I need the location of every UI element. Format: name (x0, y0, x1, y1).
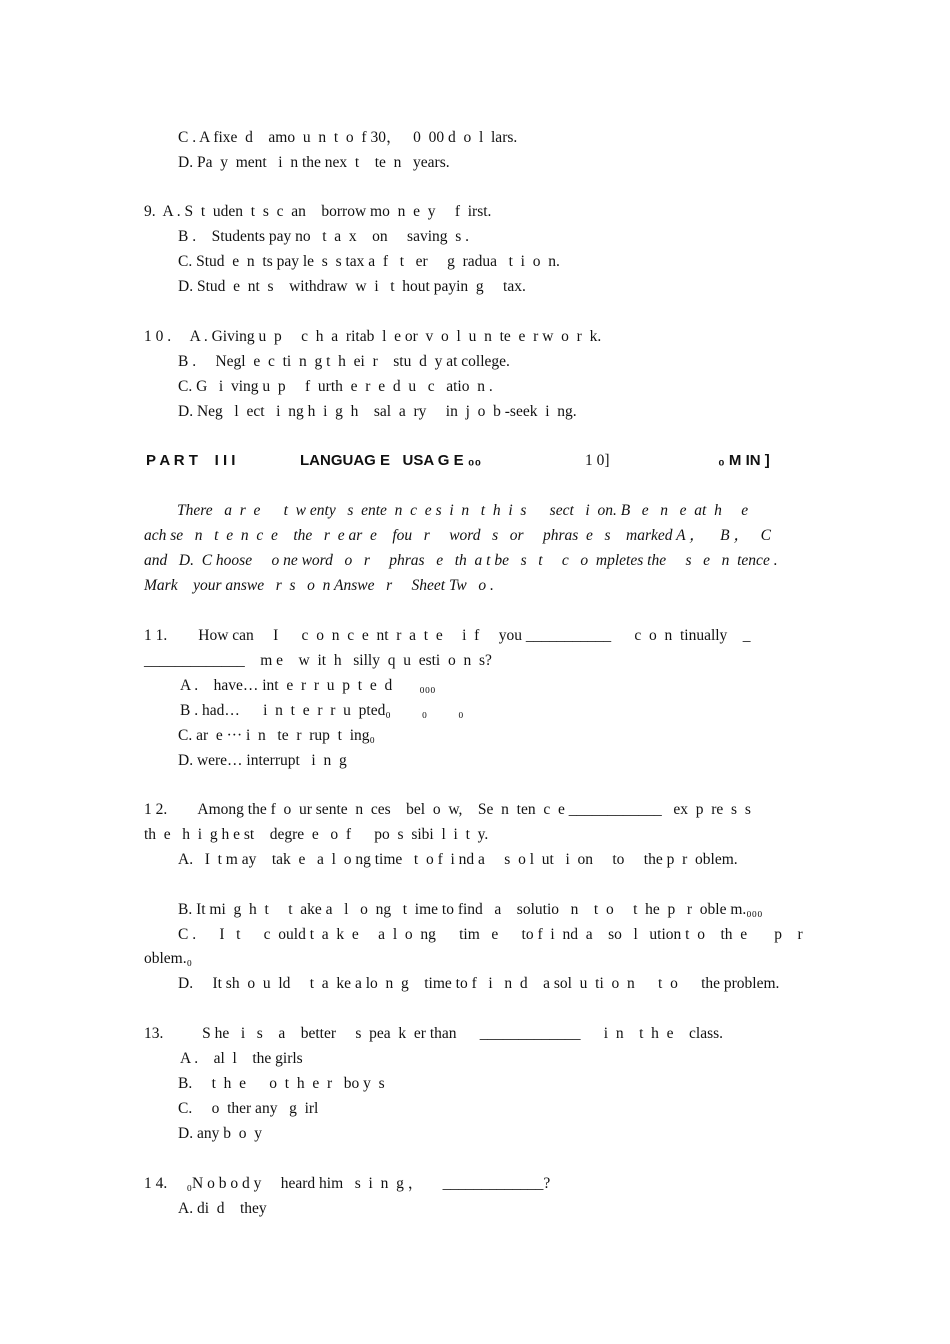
q9-option-c: C. Stud e n ts pay le s s tax a f t er g radua t i o n. (178, 253, 560, 270)
q10-stem: 1 0 . A . Giving u p c h a ritab l e or v o l u n te e r w o r k. (144, 328, 602, 345)
q12-option-a: A. I t m ay tak e a l o ng time t o f i nd a s o l ut i on to the p r oblem. (178, 851, 738, 868)
q12-option-b: B. It mi g h t t ake a l o ng t ime to find a solutio n t o t he p r oble m.₀₀₀ (178, 901, 763, 918)
q13-stem: 13. S he i s a better s pea k er than _____________ i n t h e class. (144, 1025, 724, 1042)
q11-option-b: B . had… i n t e r r u pted₀ ₀ ₀ (180, 702, 464, 719)
q13-option-a: A . al l the girls (180, 1050, 303, 1067)
q9-option-d: D. Stud e nt s withdraw w i t hout payin g tax. (178, 278, 526, 295)
instructions-line-3: and D. C hoose o ne word o r phras e th a t be s t c o mpletes the s e n tence . (144, 552, 778, 569)
instructions-line-4: Mark your answe r s o n Answe r Sheet Tw o . (144, 577, 494, 594)
instructions-line-2: ach se n t e n c e the r e ar e fou r word s or phras e s marked A ， B ， C (144, 527, 771, 544)
q10-option-b: B . Negl e c ti n g t h ei r stu d y at college. (178, 353, 510, 370)
q14-option-a: A. di d they (178, 1200, 267, 1217)
q13-option-d: D. any b o y (178, 1125, 262, 1142)
part-heading-minutes: ₀ M IN ] (718, 452, 770, 469)
q13-option-b: B. t h e o t h e r bo y s (178, 1075, 385, 1092)
q12-option-c-line-1: C . I t c ould t a k e a l o ng tim e to f i nd a so l ution t o th e p r (178, 926, 803, 943)
part-heading: P A R T I I I (146, 452, 236, 469)
q8-option-d: D. Pa y ment i n the nex t te n years. (178, 154, 450, 171)
q9-stem: 9. A . S t uden t s c an borrow mo n e y f irst. (144, 203, 492, 220)
q11-option-c: C. ar e ··· i n te r rup t ing₀ (178, 727, 375, 744)
q11-option-d: D. were… interrupt i n g (178, 752, 347, 769)
q13-option-c: C. o ther any g irl (178, 1100, 319, 1117)
q9-option-b: B . Students pay no t a x on saving s . (178, 228, 470, 245)
q12-option-c-line-2: oblem.₀ (144, 950, 193, 967)
q11-stem-line-1: 1 1. How can I c o n c e nt r a t e i f you ___________ c o n tinually _ (144, 627, 751, 644)
q12-stem-line-1: 1 2. Among the f o ur sente n ces bel o w, Se n ten c e ____________ ex p re s s (144, 801, 751, 818)
q14-stem: 1 4. ₀N o b o d y heard him s i n g ， _____________? (144, 1175, 551, 1192)
q10-option-d: D. Neg l ect i ng h i g h sal a ry in j o b -seek i ng. (178, 403, 577, 420)
q8-option-c: C . A fixe d amo u n t o f 30， 0 00 d o l lars. (178, 129, 518, 146)
q11-option-a: A . have… int e r r u p t e d ₀₀₀ (180, 677, 436, 694)
part-heading-bracket: 1 0] (585, 452, 610, 469)
q11-stem-line-2: _____________ m e w it h silly q u esti o n s? (144, 652, 492, 669)
instructions-line-1: There a r e t w enty s ente n c e s i n t h i s sect i on. B e n e at h e (177, 502, 749, 519)
q12-option-d: D. It sh o u ld t a ke a lo n g time to f i n d a sol u ti o n t o the problem. (178, 975, 780, 992)
q10-option-c: C. G i ving u p f urth e r e d u c atio n . (178, 378, 493, 395)
part-heading-name: LANGUAG E USA G E ₀₀ (300, 452, 482, 469)
q12-stem-line-2: th e h i g h e st degre e o f po s sibi l i t y. (144, 826, 489, 843)
